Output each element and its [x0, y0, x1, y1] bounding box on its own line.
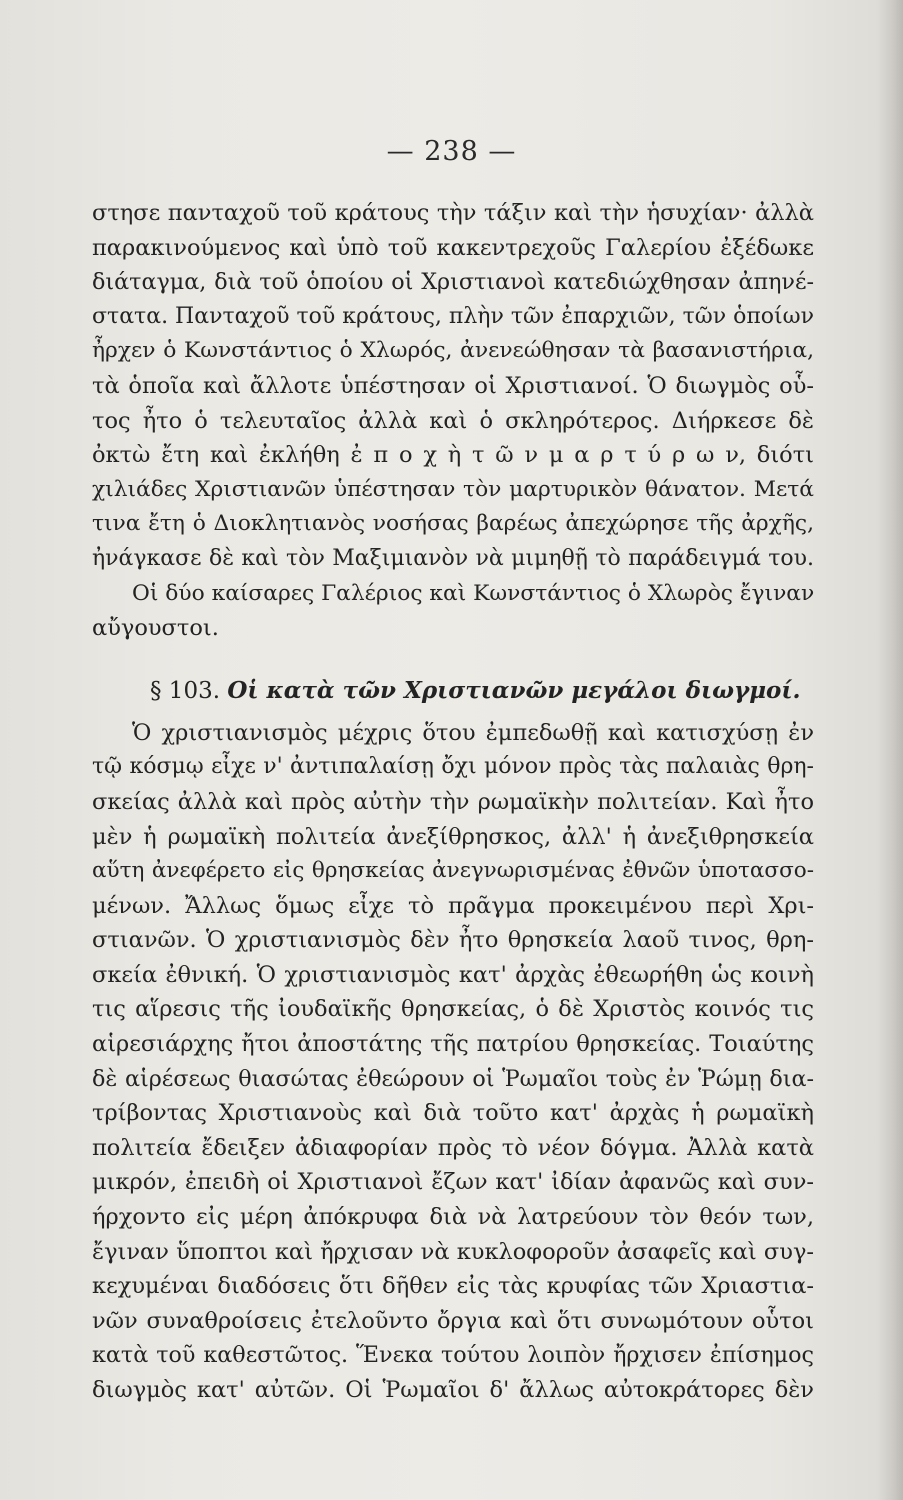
text-line: μικρόν, ἐπειδὴ οἱ Χριστιανοὶ ἔζων κατ' ἰδίαν ἀφανῶς καὶ συν- [92, 1169, 814, 1196]
text-line: ήρχοντο εἰς μέρη ἀπόκρυφα διὰ νὰ λατρεύουν τὸν θεόν των, [92, 1204, 814, 1231]
text-line: τις αἵρεσις τῆς ἰουδαϊκῆς θρησκείας, ὁ δὲ Χριστὸς κοινός τις [92, 996, 814, 1023]
text-line: σκεία ἐθνική. Ὁ χριστιανισμὸς κατ' ἀρχὰς ἐθεωρήθη ὡς κοινὴ [92, 961, 814, 988]
paragraph-3 [92, 716, 814, 1408]
text-line: τρίβοντας Χριστιανοὺς καὶ διὰ τοῦτο κατ' ἀρχὰς ἡ ρωμαϊκὴ [92, 1100, 814, 1127]
text-line: στιανῶν. Ὁ χριστιανισμὸς δὲν ἦτο θρησκεία λαοῦ τινος, θρη- [92, 927, 814, 954]
text-line: ἔγιναν ὕποπτοι καὶ ἤρχισαν νὰ κυκλοφοροῦν ἀσαφεῖς καὶ συγ- [92, 1238, 814, 1265]
text-line: ἦρχεν ὁ Κωνστάντιος ὁ Χλωρός, ἀνενεώθησαν τὰ βασανιστήρια, [92, 338, 814, 364]
text-line: ὀκτὼ ἔτη καὶ ἐκλήθη ἐ π ο χ ὴ τ ῶ ν μ α ρ τ ύ ρ ω ν, διότι [92, 442, 814, 469]
text-line: σκείας ἀλλὰ καὶ πρὸς αὐτὴν τὴν ρωμαϊκὴν πολιτείαν. Καὶ ἦτο [92, 788, 814, 815]
text-line: αὕτη ἀνεφέρετο εἰς θρησκείας ἀνεγνωρισμένας ἐθνῶν ὑποτασσο- [92, 858, 814, 884]
page-number: — 238 — [386, 136, 517, 167]
paragraph-1 [92, 196, 814, 577]
text-line: παρακινούμενος καὶ ὑπὸ τοῦ κακεντρεχοῦς Γαλερίου ἐξέδωκε [92, 234, 814, 261]
section-heading [92, 670, 814, 712]
text-line: στατα. Πανταχοῦ τοῦ κράτους, πλὴν τῶν ἐπαρχιῶν, τῶν ὁποίων [92, 303, 814, 329]
text-line: χιλιάδες Χριστιανῶν ὑπέστησαν τὸν μαρτυρικὸν θάνατον. Μετά [92, 476, 814, 502]
text-line: τὰ ὁποῖα καὶ ἄλλοτε ὑπέστησαν οἱ Χριστιανοί. Ὁ διωγμὸς οὗ- [92, 372, 814, 399]
text-line: κεχυμέναι διαδόσεις ὅτι δῆθεν εἰς τὰς κρυφίας τῶν Χριαστια- [92, 1273, 814, 1300]
text-line: στησε πανταχοῦ τοῦ κράτους τὴν τάξιν καὶ τὴν ἡσυχίαν· ἀλλὰ [92, 200, 814, 226]
text-line: Ὁ χριστιανισμὸς μέχρις ὅτου ἐμπεδωθῇ καὶ κατισχύσῃ ἐν [132, 719, 814, 746]
section-number: § 103. [150, 677, 221, 704]
paragraph-2 [92, 577, 814, 646]
text-line: μένων. Ἄλλως ὅμως εἶχε τὸ πρᾶγμα προκειμένου περὶ Χρι- [92, 892, 814, 919]
text-line: αὔγουστοι. [92, 615, 219, 642]
text-line: τος ἦτο ὁ τελευταῖος ἀλλὰ καὶ ὁ σκληρότερος. Διήρκεσε δὲ [92, 407, 814, 434]
text-line: ἠνάγκασε δὲ καὶ τὸν Μαξιμιανὸν νὰ μιμηθῇ τὸ παράδειγμά του. [92, 545, 814, 571]
text-line: τῷ κόσμῳ εἶχε ν' ἀντιπαλαίσῃ ὄχι μόνον πρὸς τὰς παλαιὰς θρη- [92, 754, 814, 780]
text-line: τινα ἔτη ὁ Διοκλητιανὸς νοσήσας βαρέως ἀπεχώρησε τῆς ἀρχῆς, [92, 511, 814, 537]
text-line: Οἱ δύο καίσαρες Γαλέριος καὶ Κωνστάντιος ὁ Χλωρὸς ἔγιναν [132, 580, 815, 606]
text-line: πολιτεία ἔδειξεν ἀδιαφορίαν πρὸς τὸ νέον δόγμα. Ἀλλὰ κατὰ [92, 1134, 814, 1161]
section-title: Οἱ κατὰ τῶν Χριστιανῶν μεγάλοι διωγμοί. [227, 676, 801, 704]
text-line: αἱρεσιάρχης ἤτοι ἀποστάτης τῆς πατρίου θρησκείας. Τοιαύτης [92, 1031, 814, 1058]
page-edge-shadow [877, 0, 903, 1500]
text-line: διωγμὸς κατ' αὐτῶν. Οἱ Ῥωμαῖοι δ' ἄλλως αὐτοκράτορες δὲν [92, 1377, 814, 1403]
body-text [92, 196, 814, 1408]
text-line: κατὰ τοῦ καθεστῶτος. Ἕνεκα τούτου λοιπὸν ἤρχισεν ἐπίσημος [92, 1342, 814, 1369]
text-line: μὲν ἡ ρωμαϊκὴ πολιτεία ἀνεξίθρησκος, ἀλλ' ἡ ἀνεξιθρησκεία [92, 823, 814, 850]
text-line: νῶν συναθροίσεις ἐτελοῦντο ὄργια καὶ ὅτι συνωμότουν οὗτοι [92, 1307, 814, 1334]
text-line: δὲ αἱρέσεως θιασώτας ἐθεώρουν οἱ Ῥωμαῖοι τοὺς ἐν Ῥώμῃ δια- [92, 1065, 814, 1092]
text-line: διάταγμα, διὰ τοῦ ὁποίου οἱ Χριστιανοὶ κατεδιώχθησαν ἀπηνέ- [92, 269, 814, 296]
